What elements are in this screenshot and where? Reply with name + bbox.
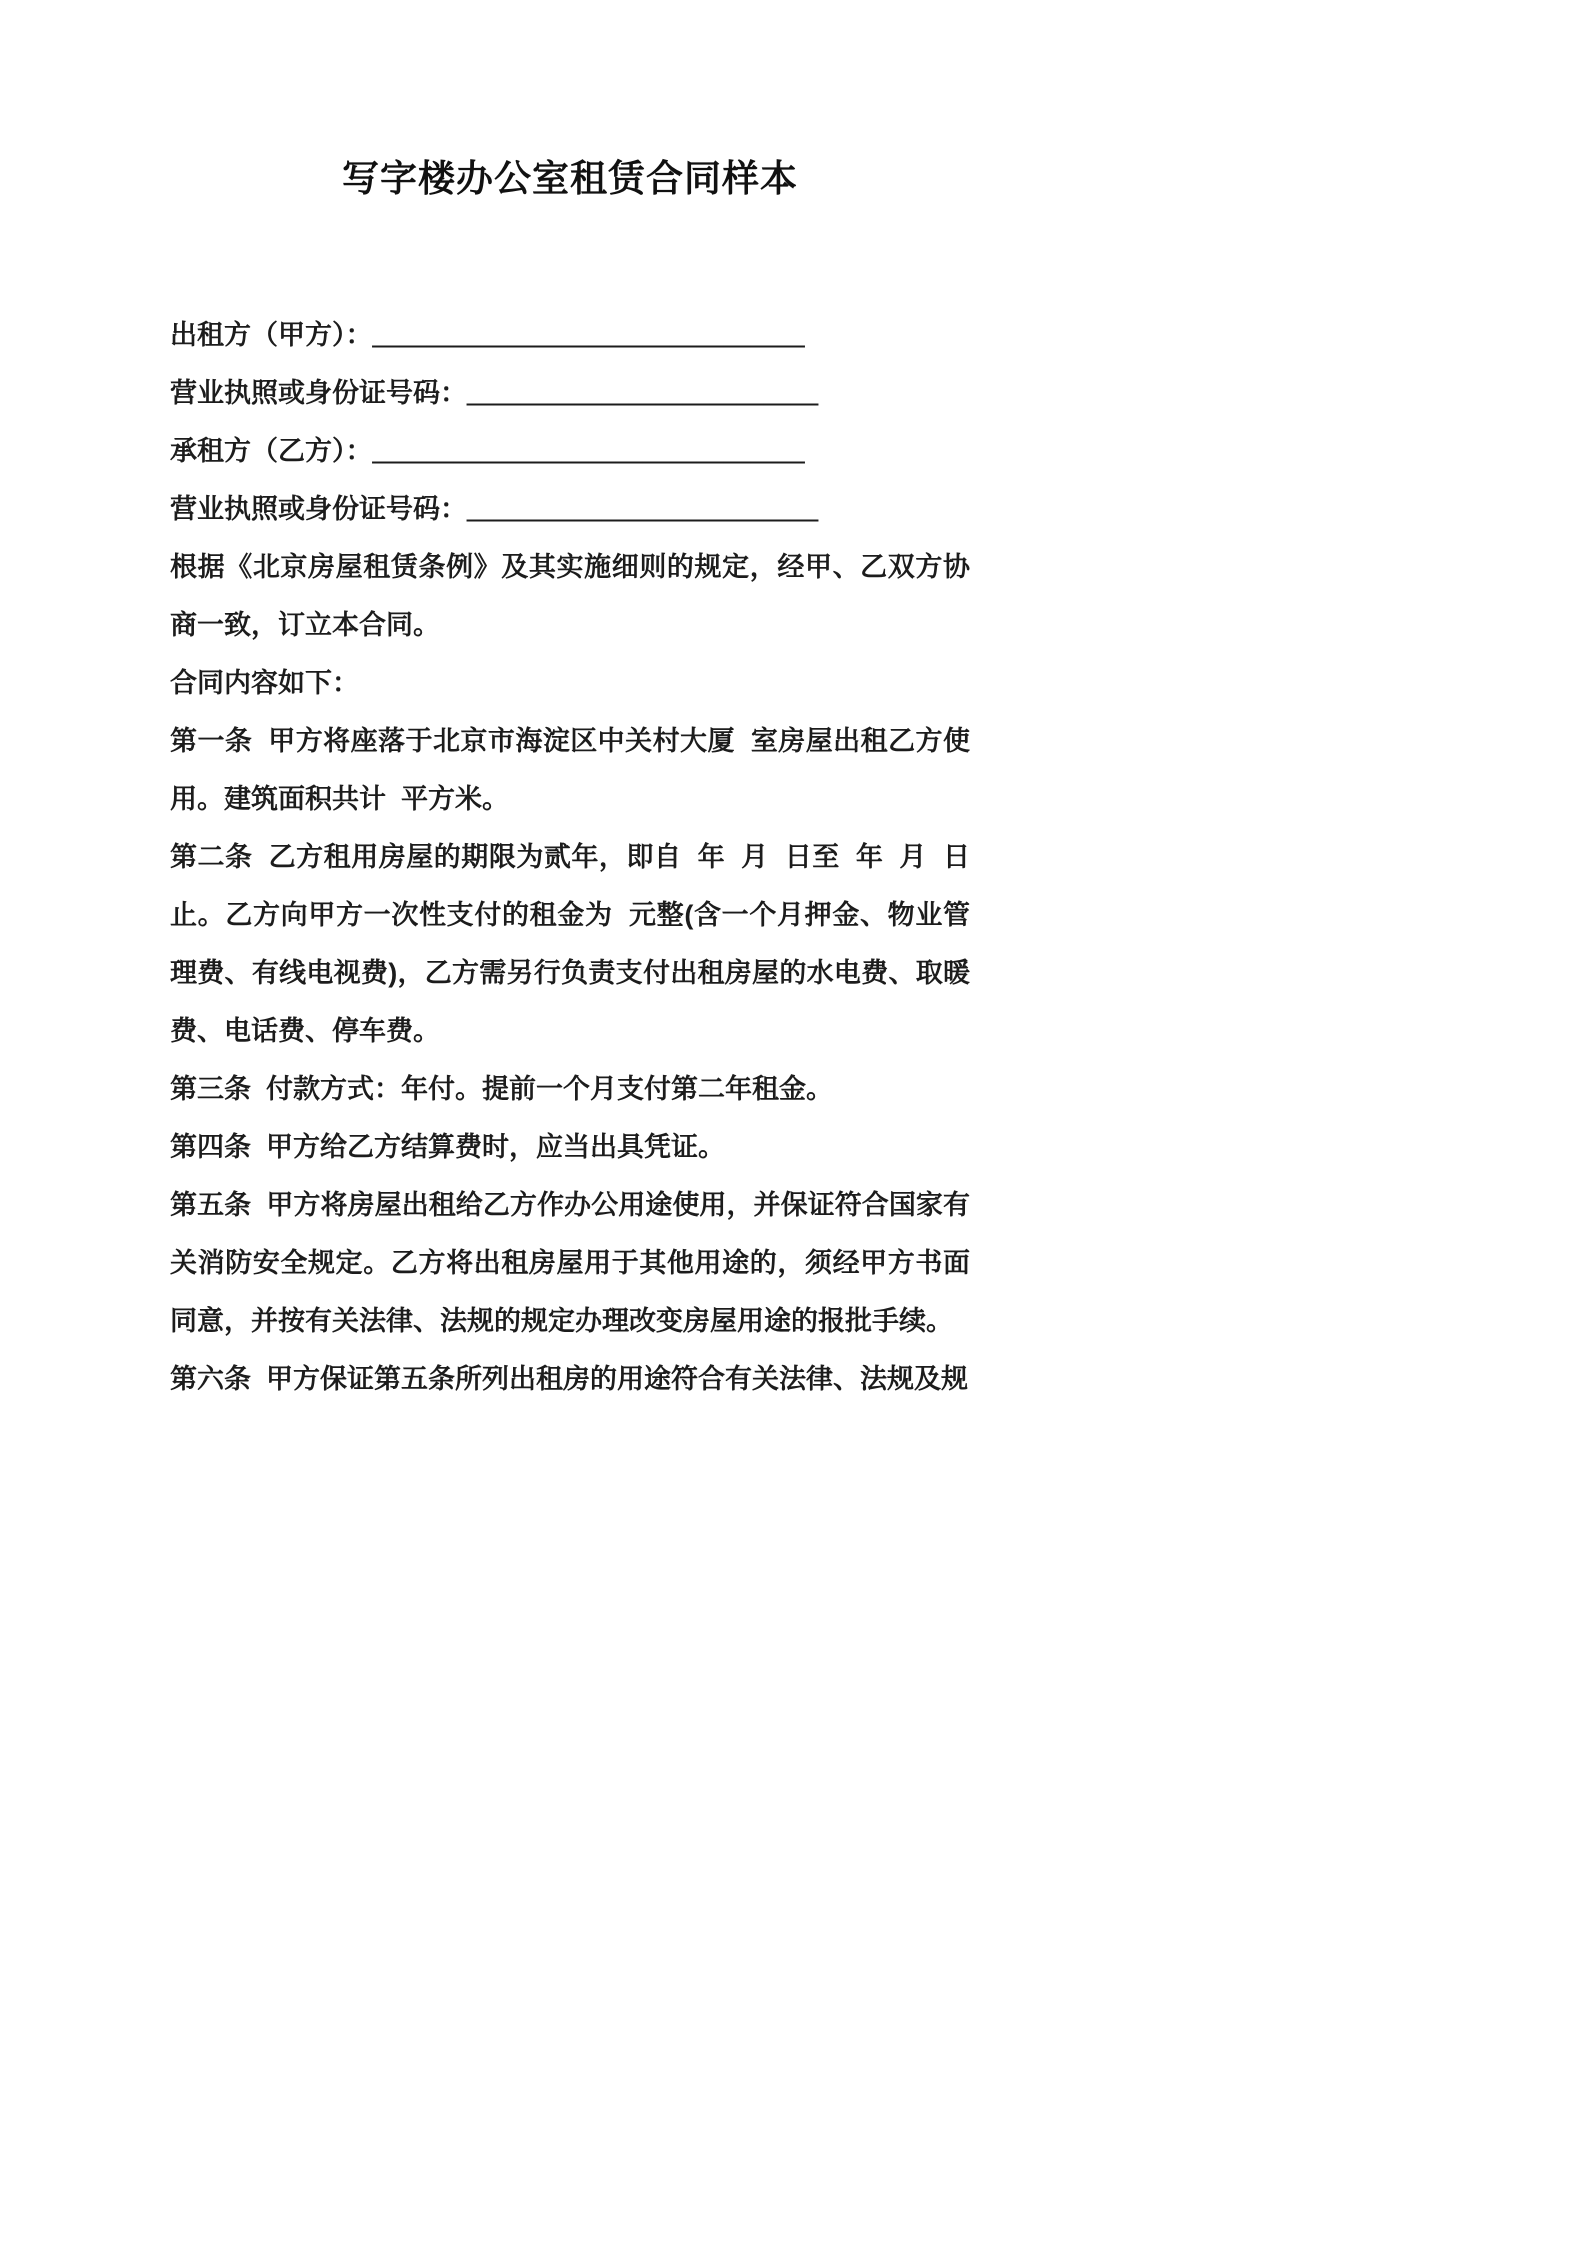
field-lessor-line: 出租方（甲方）：＿＿＿＿＿＿＿＿＿＿＿＿＿＿＿＿: [170, 320, 805, 350]
field-lessee-id-line: 营业执照或身份证号码：＿＿＿＿＿＿＿＿＿＿＿＿＿: [170, 494, 818, 524]
field-lessee-line: 承租方（乙方）：＿＿＿＿＿＿＿＿＿＿＿＿＿＿＿＿: [170, 436, 805, 466]
document-title: 写字楼办公室租赁合同样本: [342, 158, 798, 199]
field-lessor-id-line: 营业执照或身份证号码：＿＿＿＿＿＿＿＿＿＿＿＿＿: [170, 378, 818, 408]
clause-3-paragraph: 第三条 付款方式：年付。提前一个月支付第二年租金。: [170, 1074, 834, 1104]
contract-intro-line: 合同内容如下：: [170, 668, 359, 698]
document-content: [170, 148, 970, 1408]
preamble-paragraph: 根据《北京房屋租赁条例》及其实施细则的规定，经甲、乙双方协商一致，订立本合同。: [170, 552, 970, 640]
clause-2-paragraph: 第二条 乙方租用房屋的期限为贰年，即自 年 月 日至 年 月 日止。乙方向甲方一次性支付的租金为 元整(含一个月押金、物业管理费、有线电视费)，乙方需另行负责支付出租房屋的水电费、取暖费、电话费、停车费。: [170, 842, 970, 1046]
clause-5-paragraph: 第五条 甲方将房屋出租给乙方作办公用途使用，并保证符合国家有关消防安全规定。乙方将出租房屋用于其他用途的，须经甲方书面同意，并按有关法律、法规的规定办理改变房屋用途的报批手续。: [170, 1190, 970, 1336]
clause-4-paragraph: 第四条 甲方给乙方结算费时，应当出具凭证。: [170, 1132, 726, 1162]
clause-1-paragraph: 第一条 甲方将座落于北京市海淀区中关村大厦 室房屋出租乙方使用。建筑面积共计 平方米。: [170, 726, 970, 814]
clause-6-paragraph: 第六条 甲方保证第五条所列出租房的用途符合有关法律、法规及规: [170, 1364, 969, 1394]
